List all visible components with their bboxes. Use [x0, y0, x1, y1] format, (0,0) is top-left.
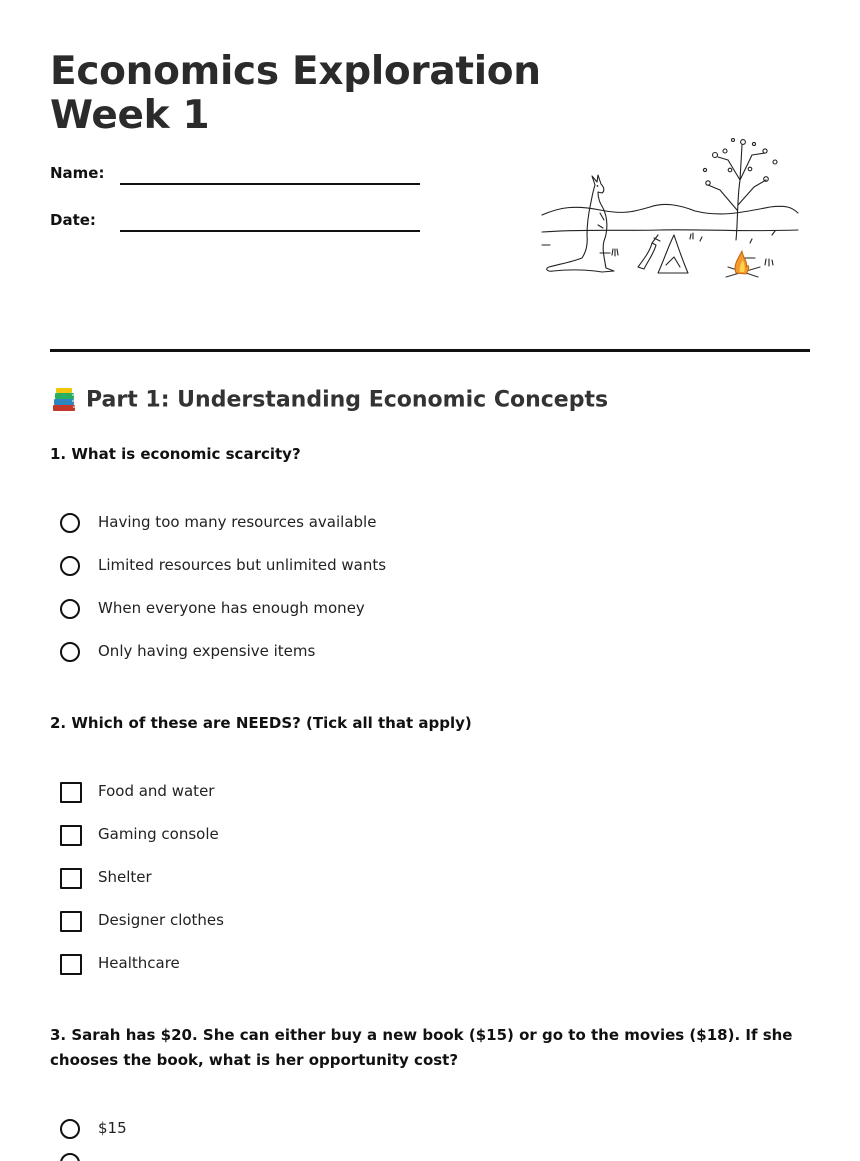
option-label: Only having expensive items: [98, 642, 316, 660]
option-label: $15: [98, 1119, 127, 1137]
date-line[interactable]: [120, 230, 420, 232]
name-label: Name:: [50, 164, 105, 182]
radio-button[interactable]: [60, 642, 80, 662]
radio-button[interactable]: [60, 599, 80, 619]
name-field[interactable]: [50, 164, 420, 194]
checkbox[interactable]: [60, 954, 82, 975]
question-1: 1. What is economic scarcity?: [50, 445, 301, 463]
q2-option-5[interactable]: [60, 953, 660, 977]
option-label: Having too many resources available: [98, 513, 377, 531]
q2-option-1[interactable]: [60, 781, 660, 805]
checkbox[interactable]: [60, 782, 82, 803]
q2-option-4[interactable]: [60, 910, 660, 934]
question-2: 2. Which of these are NEEDS? (Tick all that apply): [50, 714, 472, 732]
radio-button[interactable]: [60, 1119, 80, 1139]
q2-option-3[interactable]: [60, 867, 660, 891]
question-3: 3. Sarah has $20. She can either buy a new book ($15) or go to the movies ($18). If she chooses the book, what is her opportunity cost?: [50, 1026, 793, 1069]
option-label: Food and water: [98, 782, 215, 800]
date-label: Date:: [50, 211, 96, 229]
option-label: Healthcare: [98, 954, 180, 972]
part-1-title: Part 1: Understanding Economic Concepts: [86, 387, 609, 413]
checkbox[interactable]: [60, 911, 82, 932]
title-line-1: Economics Exploration: [50, 49, 541, 94]
option-label: Gaming console: [98, 825, 219, 843]
option-label: Designer clothes: [98, 911, 224, 929]
name-line[interactable]: [120, 183, 420, 185]
worksheet-title: [50, 50, 810, 138]
q1-option-1[interactable]: [60, 512, 660, 536]
date-field[interactable]: [50, 211, 420, 241]
option-label: When everyone has enough money: [98, 599, 365, 617]
q3-option-2-partial[interactable]: [60, 1152, 660, 1161]
outback-illustration: [540, 135, 800, 290]
part-1-heading: [50, 386, 608, 414]
q1-option-4[interactable]: [60, 641, 660, 665]
q3-option-1[interactable]: [60, 1118, 660, 1142]
option-label: Limited resources but unlimited wants: [98, 556, 387, 574]
q2-option-2[interactable]: [60, 824, 660, 848]
radio-button[interactable]: [60, 513, 80, 533]
books-icon: [50, 386, 78, 414]
q1-option-3[interactable]: [60, 598, 660, 622]
header-divider: [50, 349, 810, 352]
worksheet-header: [50, 49, 810, 229]
q1-option-2[interactable]: [60, 555, 660, 579]
title-line-2: Week 1: [50, 93, 210, 138]
checkbox[interactable]: [60, 868, 82, 889]
radio-button[interactable]: [60, 556, 80, 576]
radio-button[interactable]: [60, 1153, 80, 1161]
checkbox[interactable]: [60, 825, 82, 846]
option-label: Shelter: [98, 868, 152, 886]
